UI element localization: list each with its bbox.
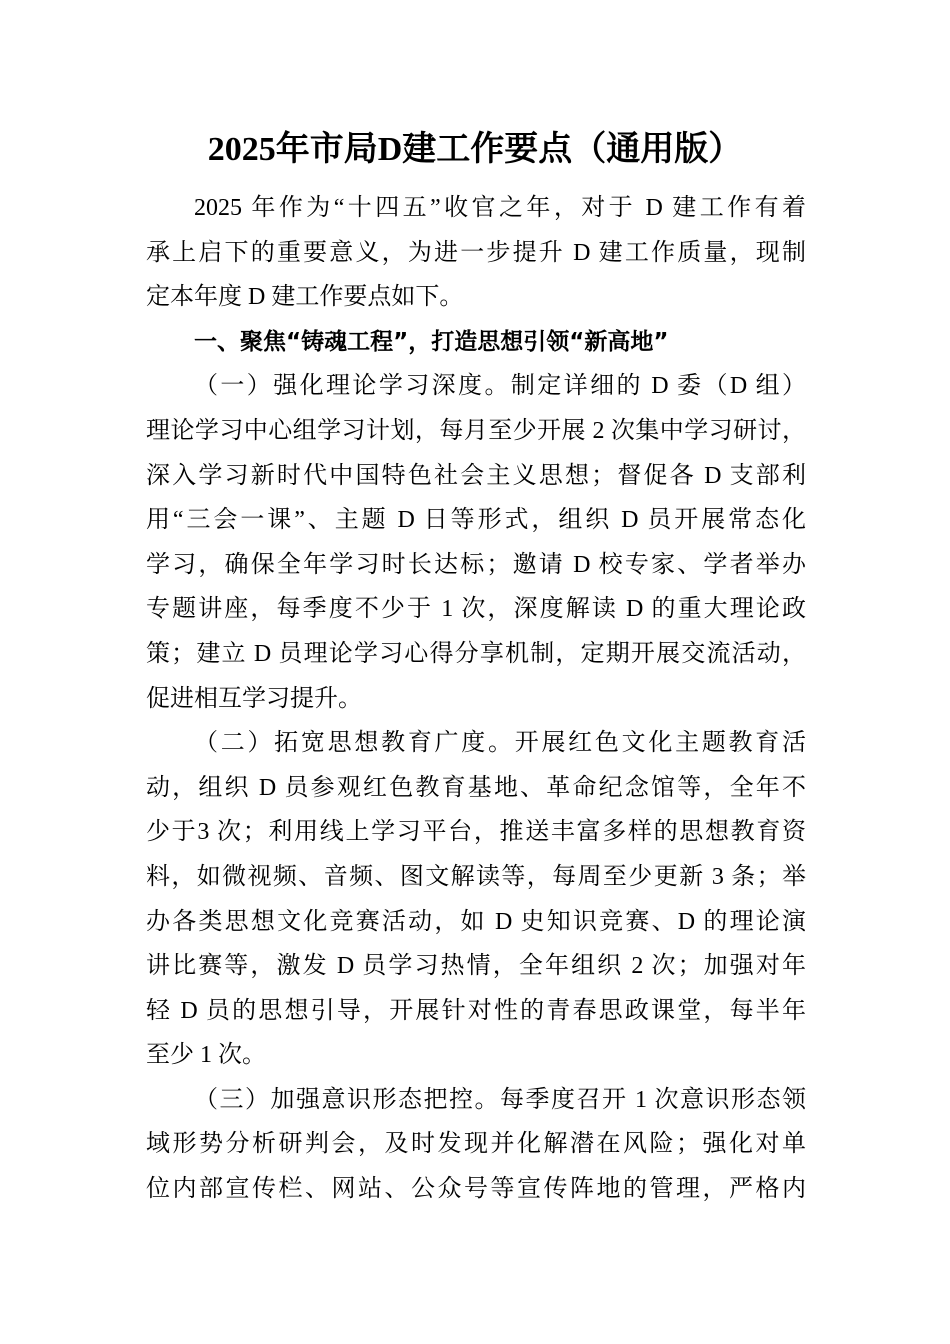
text-line: 办各类思想文化竞赛活动，如 D 史知识竞赛、D 的理论演 — [146, 908, 806, 935]
section-heading — [146, 320, 806, 365]
paragraph — [146, 1078, 806, 1212]
text-line: 承上启下的重要意义，为进一步提升 D 建工作质量，现制 — [146, 239, 806, 266]
text-line: 位内部宣传栏、网站、公众号等宣传阵地的管理，严格内 — [146, 1176, 806, 1203]
text-line: 策；建立 D 员理论学习心得分享机制，定期开展交流活动， — [146, 640, 806, 667]
paragraph — [146, 721, 806, 1078]
document-title: 2025年市局D建工作要点（通用版） — [207, 131, 743, 168]
text-line: 动，组织 D 员参观红色教育基地、革命纪念馆等，全年不 — [146, 774, 806, 801]
text-line: 少于3 次；利用线上学习平台，推送丰富多样的思想教育资 — [146, 819, 806, 846]
paragraph — [146, 364, 806, 721]
text-line: （二）拓宽思想教育广度。开展红色文化主题教育活 — [194, 730, 806, 757]
text-line: 讲比赛等，激发 D 员学习热情，全年组织 2 次；加强对年 — [146, 953, 806, 980]
text-line: 料，如微视频、音频、图文解读等，每周至少更新 3 条；举 — [146, 863, 806, 890]
text-line: 专题讲座，每季度不少于 1 次，深度解读 D 的重大理论政 — [146, 596, 806, 623]
text-line: 一、聚焦“铸魂工程”，打造思想引领“新高地” — [194, 328, 669, 355]
text-line: 域形势分析研判会，及时发现并化解潜在风险；强化对单 — [146, 1131, 806, 1158]
text-line: 2025 年作为“十四五”收官之年，对于 D 建工作有着 — [194, 195, 806, 221]
text-line: 轻 D 员的思想引导，开展针对性的青春思政课堂，每半年 — [146, 997, 806, 1024]
text-line: 定本年度 D 建工作要点如下。 — [146, 284, 464, 311]
paragraph — [146, 186, 806, 320]
text-line: 促进相互学习提升。 — [146, 685, 362, 712]
text-line: 深入学习新时代中国特色社会主义思想；督促各 D 支部利 — [146, 462, 806, 489]
text-line: 学习，确保全年学习时长达标；邀请 D 校专家、学者举办 — [146, 551, 806, 578]
text-line: 用“三会一课”、主题 D 日等形式，组织 D 员开展常态化 — [146, 507, 806, 534]
document-body — [146, 186, 806, 1212]
text-line: 至少 1 次。 — [146, 1042, 266, 1069]
text-line: 理论学习中心组学习计划，每月至少开展 2 次集中学习研讨， — [146, 417, 806, 444]
text-line: （一）强化理论学习深度。制定详细的 D 委（D 组） — [194, 373, 806, 400]
text-line: （三）加强意识形态把控。每季度召开 1 次意识形态领 — [194, 1086, 806, 1113]
